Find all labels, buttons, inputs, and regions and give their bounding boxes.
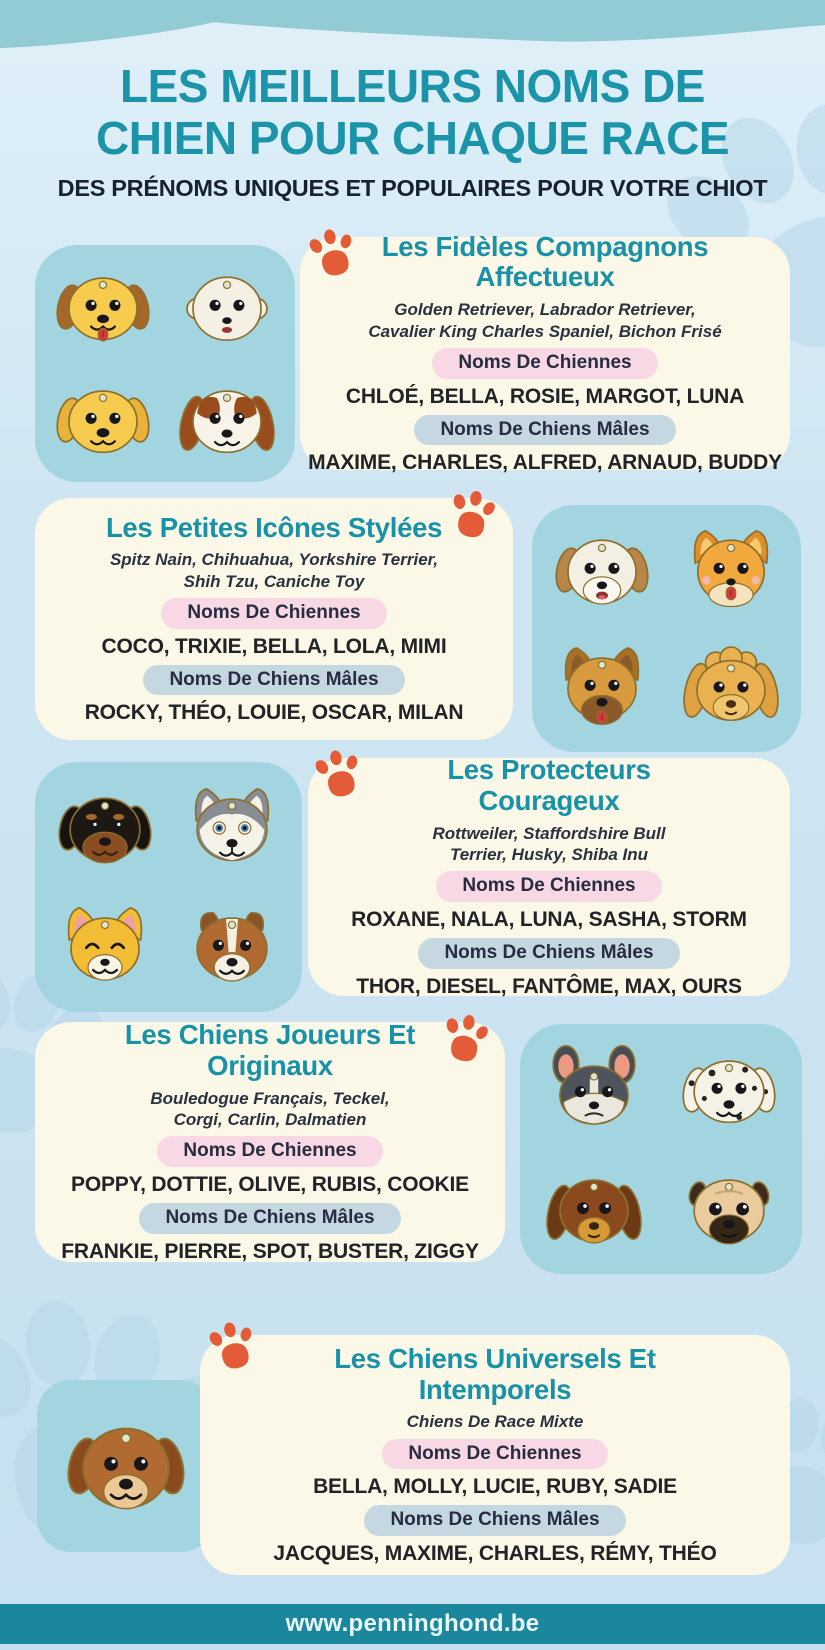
labrador-retriever-tag-icon — [52, 369, 154, 471]
male-names-label: Noms De Chiens Mâles — [139, 1203, 400, 1234]
female-names: CHLOÉ, BELLA, ROSIE, MARGOT, LUNA — [345, 384, 745, 408]
mixed-breed-tag-icon — [62, 1402, 190, 1530]
section-title: Les Chiens Joueurs Et Originaux — [124, 1019, 416, 1081]
yorkshire-terrier-tag-icon — [551, 636, 653, 738]
male-names: THOR, DIESEL, FANTÔME, MAX, OURS — [356, 974, 742, 998]
paw-icon — [201, 1317, 263, 1379]
male-names-label: Noms De Chiens Mâles — [414, 415, 675, 446]
male-names: FRANKIE, PIERRE, SPOT, BUSTER, ZIGGY — [61, 1239, 479, 1263]
male-names-label: Noms De Chiens Mâles — [364, 1505, 625, 1536]
breed-list: Chiens De Race Mixte — [406, 1412, 584, 1432]
page-subtitle: DES PRÉNOMS UNIQUES ET POPULAIRES POUR VOTRE CHIOT — [57, 174, 768, 201]
female-names: BELLA, MOLLY, LUCIE, RUBY, SADIE — [313, 1475, 677, 1499]
top-wave — [0, 0, 825, 48]
female-names-label: Noms De Chiennes — [432, 348, 657, 379]
male-names: MAXIME, CHARLES, ALFRED, ARNAUD, BUDDY — [308, 451, 782, 475]
footer-bar — [0, 1604, 825, 1644]
female-names-label: Noms De Chiennes — [161, 598, 386, 629]
footer-website-link[interactable]: www.penninghond.be — [285, 1610, 540, 1637]
staffordshire-bull-terrier-tag-icon — [181, 896, 283, 998]
dog-tags-panel — [37, 1380, 215, 1552]
male-names: JACQUES, MAXIME, CHARLES, RÉMY, THÉO — [273, 1542, 717, 1566]
dog-tags-panel — [35, 245, 295, 482]
dog-tags-panel — [520, 1024, 802, 1274]
caniche-toy-tag-icon — [680, 636, 782, 738]
section-card — [200, 1335, 790, 1575]
shiba-inu-tag-icon — [54, 896, 156, 998]
section-title: Les Fidèles Compagnons Affectueux — [381, 230, 709, 293]
section-card — [300, 230, 790, 475]
carlin-tag-icon — [678, 1158, 780, 1260]
golden-retriever-tag-icon — [52, 256, 154, 358]
shih-tzu-tag-icon — [551, 519, 653, 621]
section-card — [308, 754, 790, 998]
female-names-label: Noms De Chiennes — [157, 1136, 382, 1167]
breed-list: Rottweiler, Staffordshire Bull Terrier, Husky, Shiba Inu — [432, 823, 666, 864]
section-title: Les Petites Icônes Stylées — [105, 511, 443, 543]
bichon-frise-tag-icon — [176, 256, 278, 358]
section-title: Les Protecteurs Courageux — [447, 754, 651, 816]
dog-tags-panel — [532, 505, 801, 752]
breed-list: Bouledogue Français, Teckel, Corgi, Carlin, Dalmatien — [150, 1088, 390, 1129]
paw-icon — [434, 1010, 494, 1070]
male-names: ROCKY, THÉO, LOUIE, OSCAR, MILAN — [84, 701, 464, 725]
male-names-label: Noms De Chiens Mâles — [418, 938, 679, 969]
female-names: POPPY, DOTTIE, OLIVE, RUBIS, COOKIE — [71, 1173, 469, 1197]
header — [0, 60, 825, 202]
page-title: LES MEILLEURS NOMS DE CHIEN POUR CHAQUE RACE — [95, 60, 730, 165]
pomeranian-tag-icon — [680, 519, 782, 621]
french-bulldog-tag-icon — [543, 1039, 645, 1141]
dog-tags-panel — [35, 762, 302, 1012]
rottweiler-tag-icon — [54, 777, 156, 879]
section-title: Les Chiens Universels Et Intemporels — [334, 1342, 656, 1405]
breed-list: Spitz Nain, Chihuahua, Yorkshire Terrier, Shih Tzu, Caniche Toy — [109, 550, 439, 591]
female-names-label: Noms De Chiennes — [436, 871, 661, 902]
cavalier-king-charles-tag-icon — [176, 369, 278, 471]
male-names-label: Noms De Chiens Mâles — [143, 665, 404, 696]
dalmatian-tag-icon — [678, 1039, 780, 1141]
teckel-tag-icon — [543, 1158, 645, 1260]
female-names: COCO, TRIXIE, BELLA, LOLA, MIMI — [101, 634, 447, 658]
husky-tag-icon — [181, 777, 283, 879]
female-names: ROXANE, NALA, LUNA, SASHA, STORM — [351, 908, 747, 932]
paw-icon — [441, 486, 501, 546]
breed-list: Golden Retriever, Labrador Retriever, Cavalier King Charles Spaniel, Bichon Frisé — [368, 300, 722, 341]
paw-icon — [307, 745, 369, 807]
female-names-label: Noms De Chiennes — [382, 1439, 607, 1470]
paw-icon — [301, 224, 363, 286]
